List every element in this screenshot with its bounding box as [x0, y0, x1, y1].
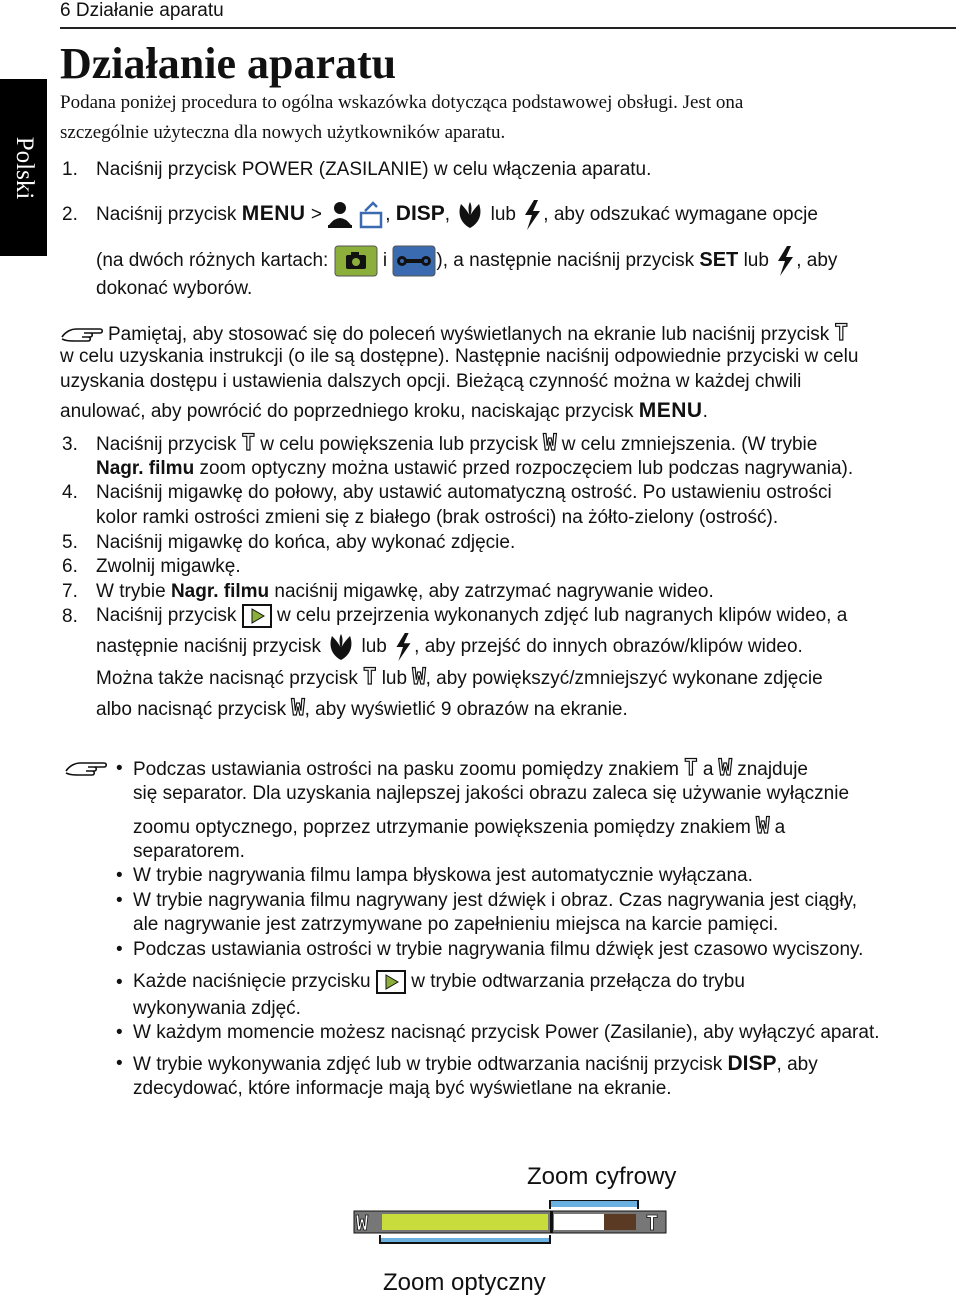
tip-7-line-2: zdecydować, które informacje mają być wyświetlane na ekranie.	[133, 1078, 672, 1099]
flash-icon	[774, 245, 796, 277]
step-3-line-2: Nagr. filmu zoom optyczny można ustawić przed rozpoczęciem lub podczas nagrywania).	[96, 458, 854, 479]
page-header: 6 Działanie aparatu	[60, 0, 224, 21]
step-3-line-1: Naciśnij przycisk T w celu powiększenia lub przycisk W w celu zmniejszenia. (W trybie	[96, 431, 818, 456]
step-8-line-4: albo nacisnąć przycisk W, aby wyświetlić 9 obrazów na ekranie.	[96, 696, 628, 721]
tip-5-line-1: Każde naciśnięcie przycisku w trybie odtwarzania przełącza do trybu	[133, 971, 745, 992]
page-title: Działanie aparatu	[60, 39, 397, 88]
tip-4-text: Podczas ustawiania ostrości w trybie nagrywania filmu dźwięk jest czasowo wyciszony.	[133, 939, 864, 960]
zoom-bar-diagram	[350, 1195, 670, 1253]
tele-button-icon: T	[834, 321, 848, 346]
note-hand-icon	[60, 323, 104, 345]
step-1-text: Naciśnij przycisk POWER (ZASILANIE) w celu włączenia aparatu.	[96, 159, 652, 180]
step-8-line-3: Można także nacisnąć przycisk T lub W, aby powiększyć/zmniejszyć wykonane zdjęcie	[96, 665, 823, 690]
bullet: •	[116, 972, 123, 993]
bullet: •	[116, 865, 123, 886]
bullet: •	[116, 1022, 123, 1043]
tip-1-line-2: się separator. Dla uzyskania najlepszej jakości obrazu zaleca się używanie wyłącznie	[133, 783, 850, 804]
step-7-text: W trybie Nagr. filmu naciśnij migawkę, aby zatrzymać nagrywanie wideo.	[96, 581, 714, 602]
tip-1-line-3: zoomu optycznego, poprzez utrzymanie powiększenia pomiędzy znakiem W a	[133, 814, 786, 839]
wide-button-icon: W	[412, 665, 426, 690]
bullet: •	[116, 1053, 123, 1074]
note-line-2: w celu uzyskania instrukcji (o ile są dostępne). Następnie naciśnij odpowiednie przyciski w celu	[60, 346, 859, 367]
optical-zoom-segment	[382, 1214, 548, 1230]
tele-button-icon: T	[684, 756, 698, 781]
step-number: 8.	[62, 606, 78, 627]
disp-button-icon: DISP	[395, 202, 445, 225]
menu-button-icon: MENU	[241, 202, 306, 225]
tip-6-text: W każdym momencie możesz nacisnąć przycisk Power (Zasilanie), aby wyłączyć aparat.	[133, 1022, 880, 1043]
step-number: 1.	[62, 159, 78, 180]
disp-button-icon: DISP	[727, 1052, 777, 1075]
zoom-w-label: W	[356, 1211, 369, 1235]
header-rule	[60, 27, 956, 29]
tip-1-line-1: Podczas ustawiania ostrości na pasku zoomu pomiędzy znakiem T a W znajduje	[133, 756, 808, 781]
step-2-line-3: dokonać wyborów.	[96, 278, 253, 299]
tele-button-icon: T	[241, 431, 255, 456]
macro-icon	[326, 632, 356, 662]
note-line-1: Pamiętaj, aby stosować się do poleceń wyświetlanych na ekranie lub naciśnij przycisk T	[108, 321, 848, 346]
step-8-line-2: następnie naciśnij przycisk lub , aby przejść do innych obrazów/klipów wideo.	[96, 632, 803, 662]
zoom-separator	[550, 1211, 553, 1233]
scene-mode-icon	[327, 199, 385, 231]
step-number: 2.	[62, 204, 78, 225]
tip-1-line-4: separatorem.	[133, 841, 245, 862]
playback-icon	[242, 604, 272, 628]
zoom-t-label: T	[646, 1211, 659, 1235]
bullet: •	[116, 890, 123, 911]
step-2-line-2: (na dwóch różnych kartach: i ), a następnie naciśnij przycisk SET lub , aby	[96, 244, 837, 277]
step-number: 7.	[62, 581, 78, 602]
bullet: •	[116, 939, 123, 960]
step-4-line-1: Naciśnij migawkę do połowy, aby ustawić automatyczną ostrość. Po ustawieniu ostrości	[96, 482, 832, 503]
flash-icon	[521, 199, 543, 231]
wide-button-icon: W	[291, 696, 305, 721]
language-label: Polski	[10, 136, 38, 199]
step-number: 6.	[62, 556, 78, 577]
step-5-text: Naciśnij migawkę do końca, aby wykonać zdjęcie.	[96, 532, 516, 553]
menu-button-icon: MENU	[638, 399, 703, 422]
step-2-line-1: Naciśnij przycisk MENU > , DISP, lub , aby odszukać wymagane opcje	[96, 198, 818, 231]
step-number: 3.	[62, 434, 78, 455]
step-6-text: Zwolnij migawkę.	[96, 556, 241, 577]
digital-zoom-label: Zoom cyfrowy	[527, 1163, 677, 1190]
tip-3-line-1: W trybie nagrywania filmu nagrywany jest dźwięk i obraz. Czas nagrywania jest ciągły,	[133, 890, 858, 911]
note-line-4: anulować, aby powrócić do poprzedniego kroku, naciskając przycisk MENU.	[60, 399, 708, 422]
set-button-icon: SET	[699, 249, 739, 271]
step-number: 4.	[62, 482, 78, 503]
intro-line-2: szczególnie użyteczna dla nowych użytkowników aparatu.	[60, 122, 506, 143]
wide-button-icon: W	[756, 814, 770, 839]
macro-icon	[455, 200, 485, 230]
intro-line-1: Podana poniżej procedura to ogólna wskazówka dotycząca podstawowej obsługi. Jest ona	[60, 92, 744, 113]
tele-button-icon: T	[363, 665, 377, 690]
bullet: •	[116, 758, 123, 779]
note-hand-icon	[64, 757, 108, 779]
tip-3-line-2: ale nagrywanie jest zatrzymywane po zapełnieniu miejsca na karcie pamięci.	[133, 914, 779, 935]
note-line-3: uzyskania dostępu i ustawienia dalszych opcji. Bieżącą czynność można w każdej chwili	[60, 371, 802, 392]
tip-7-line-1: W trybie wykonywania zdjęć lub w trybie odtwarzania naciśnij przycisk DISP, aby	[133, 1052, 818, 1075]
digital-zoom-segment	[554, 1214, 604, 1230]
optical-zoom-label: Zoom optyczny	[383, 1269, 546, 1296]
step-8-line-1: Naciśnij przycisk w celu przejrzenia wykonanych zdjęć lub nagranych klipów wideo, a	[96, 605, 848, 626]
step-4-line-2: kolor ramki ostrości zmieni się z białego (brak ostrości) na żółto-zielony (ostrość).	[96, 507, 779, 528]
wide-button-icon: W	[718, 756, 732, 781]
tip-2-text: W trybie nagrywania filmu lampa błyskowa jest automatycznie wyłączana.	[133, 865, 753, 886]
playback-icon	[376, 970, 406, 994]
camera-tab-icon	[334, 245, 378, 277]
step-number: 5.	[62, 532, 78, 553]
flash-icon	[392, 632, 414, 662]
wide-button-icon: W	[543, 431, 557, 456]
tip-5-line-2: wykonywania zdjęć.	[133, 998, 301, 1019]
language-tab	[0, 79, 47, 256]
setup-tab-icon	[392, 245, 436, 277]
